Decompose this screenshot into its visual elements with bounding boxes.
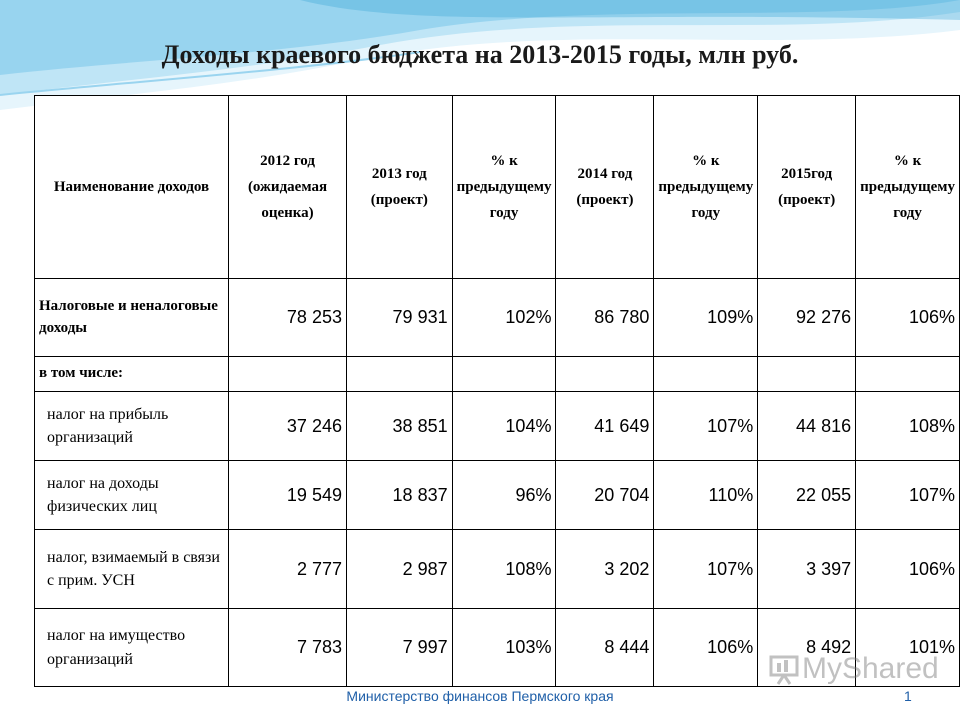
watermark-logo	[768, 652, 939, 686]
cell-2014: 3 202	[556, 530, 654, 609]
cell-2013-pct: 108%	[452, 530, 556, 609]
cell-2013-pct: 103%	[452, 609, 556, 687]
header-2014-pct: % к предыдущему году	[654, 96, 758, 279]
footer-ministry: Министерство финансов Пермского края	[346, 688, 614, 704]
cell-2013-pct	[452, 357, 556, 392]
cell-2015-pct	[856, 357, 960, 392]
cell-2014-pct: 110%	[654, 461, 758, 530]
presentation-icon	[768, 652, 802, 686]
header-income-name: Наименование доходов	[35, 96, 229, 279]
table-row	[35, 392, 960, 461]
cell-2015: 8 492	[758, 609, 856, 687]
cell-2013	[346, 357, 452, 392]
header-2012: 2012 год (ожидаемая оценка)	[229, 96, 347, 279]
cell-2012	[229, 357, 347, 392]
cell-2013: 2 987	[346, 530, 452, 609]
page-title: Доходы краевого бюджета на 2013-2015 годы, млн руб.	[161, 40, 799, 69]
cell-2014-pct	[654, 357, 758, 392]
cell-2015-pct: 108%	[856, 392, 960, 461]
header-2013: 2013 год (проект)	[346, 96, 452, 279]
cell-2012: 2 777	[229, 530, 347, 609]
watermark-text: MyShared	[802, 652, 939, 685]
cell-2015-pct: 106%	[856, 279, 960, 357]
cell-2015: 22 055	[758, 461, 856, 530]
page-number: 1	[904, 688, 912, 704]
cell-2013-pct: 102%	[452, 279, 556, 357]
cell-2015-pct: 101%	[856, 609, 960, 687]
table-row	[35, 530, 960, 609]
cell-2014: 41 649	[556, 392, 654, 461]
row-label: налог, взимаемый в связи с прим. УСН	[35, 530, 229, 609]
cell-2015: 44 816	[758, 392, 856, 461]
row-label: Налоговые и неналоговые доходы	[35, 279, 229, 357]
table-header-row	[35, 96, 960, 279]
cell-2013: 79 931	[346, 279, 452, 357]
cell-2013-pct: 104%	[452, 392, 556, 461]
row-label: налог на имущество организаций	[35, 609, 229, 687]
cell-2013: 18 837	[346, 461, 452, 530]
cell-2014-pct: 109%	[654, 279, 758, 357]
cell-2015-pct: 106%	[856, 530, 960, 609]
cell-2012: 37 246	[229, 392, 347, 461]
cell-2012: 78 253	[229, 279, 347, 357]
row-label: налог на прибыль организаций	[35, 392, 229, 461]
cell-2014-pct: 107%	[654, 392, 758, 461]
row-label: налог на доходы физических лиц	[35, 461, 229, 530]
header-2015: 2015год (проект)	[758, 96, 856, 279]
cell-2015	[758, 357, 856, 392]
cell-2015: 3 397	[758, 530, 856, 609]
header-2015-pct: % к предыдущему году	[856, 96, 960, 279]
header-2014: 2014 год (проект)	[556, 96, 654, 279]
header-2013-pct: % к предыдущему году	[452, 96, 556, 279]
cell-2014: 20 704	[556, 461, 654, 530]
cell-2015-pct: 107%	[856, 461, 960, 530]
cell-2014	[556, 357, 654, 392]
cell-2014-pct: 107%	[654, 530, 758, 609]
table-row	[35, 357, 960, 392]
cell-2014: 86 780	[556, 279, 654, 357]
table-row	[35, 279, 960, 357]
table-row	[35, 461, 960, 530]
cell-2013: 38 851	[346, 392, 452, 461]
cell-2014: 8 444	[556, 609, 654, 687]
cell-2013-pct: 96%	[452, 461, 556, 530]
revenue-table	[34, 95, 960, 687]
cell-2015: 92 276	[758, 279, 856, 357]
cell-2012: 19 549	[229, 461, 347, 530]
cell-2012: 7 783	[229, 609, 347, 687]
cell-2013: 7 997	[346, 609, 452, 687]
cell-2014-pct: 106%	[654, 609, 758, 687]
row-label: в том числе:	[35, 357, 229, 392]
